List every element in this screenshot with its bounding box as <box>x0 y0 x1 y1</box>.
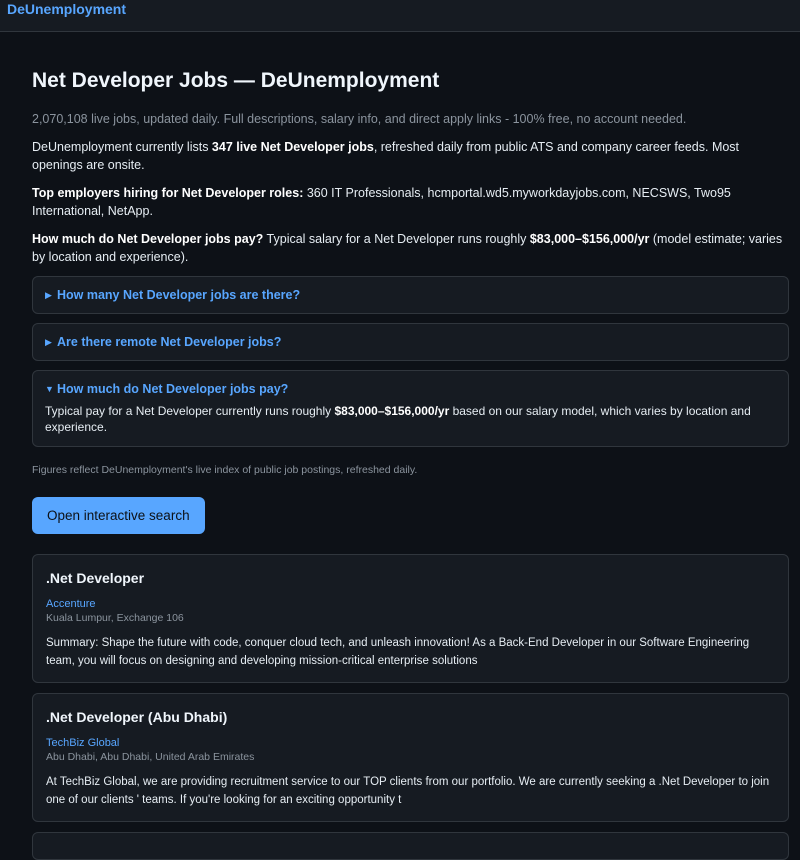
pay-paragraph <box>32 230 789 266</box>
faq-item-remote <box>32 323 789 361</box>
intro-text-pre: DeUnemployment currently lists <box>32 140 212 154</box>
faq-question-remote[interactable] <box>45 324 776 360</box>
job-company-link[interactable]: Accenture <box>46 598 96 610</box>
caret-right-icon: ▶ <box>45 336 52 347</box>
faq-answer-post: based on our salary model, which varies by location and experience. <box>45 404 751 434</box>
faq-answer-range: $83,000–$156,000/yr <box>334 404 450 418</box>
job-card[interactable] <box>32 693 789 822</box>
job-company-link[interactable]: TechBiz Global <box>46 737 120 749</box>
job-card[interactable] <box>32 554 789 683</box>
job-title[interactable]: .Net Developer (Abu Dhabi) <box>46 709 228 725</box>
pay-range: $83,000–$156,000/yr <box>529 232 650 246</box>
job-title[interactable]: .Net Developer <box>46 570 145 586</box>
intro-paragraph <box>32 138 789 174</box>
faq-question-pay[interactable] <box>45 371 776 407</box>
top-bar <box>0 0 800 32</box>
job-card[interactable] <box>32 832 789 860</box>
faq-answer-pay <box>45 403 776 446</box>
data-footnote: Figures reflect DeUnemployment's live index of public job postings, refreshed daily. <box>32 464 418 476</box>
brand-link[interactable]: DeUnemployment <box>7 0 127 17</box>
open-search-button[interactable]: Open interactive search <box>32 497 205 534</box>
faq-question-label: How much do Net Developer jobs pay? <box>57 382 289 396</box>
employers-paragraph <box>32 184 789 220</box>
job-summary: Summary: Shape the future with code, conquer cloud tech, and unleash innovation! As a Back-End Developer in our Software Engineering team, you will focus on designing and developing mission-critical enterprise solutions <box>46 637 750 667</box>
page-subtitle: 2,070,108 live jobs, updated daily. Full descriptions, salary info, and direct apply links - 100% free, no account needed. <box>32 112 687 126</box>
employers-heading: Top employers hiring for Net Developer roles: <box>32 186 304 200</box>
employers-list: 360 IT Professionals, hcmportal.wd5.myworkdayjobs.com, NECSWS, Two95 International, NetApp. <box>32 186 731 218</box>
intro-text-post: , refreshed daily from public ATS and company career feeds. Most openings are onsite. <box>32 140 740 172</box>
main-content <box>32 32 789 860</box>
faq-question-label: Are there remote Net Developer jobs? <box>57 335 282 349</box>
caret-right-icon: ▶ <box>45 289 52 300</box>
pay-heading: How much do Net Developer jobs pay? <box>32 232 264 246</box>
faq-question-job-count[interactable] <box>45 277 776 313</box>
job-location: Kuala Lumpur, Exchange 106 <box>46 612 184 624</box>
page-title: Net Developer Jobs — DeUnemployment <box>32 69 440 92</box>
pay-text-post: (model estimate; varies by location and experience). <box>32 232 783 264</box>
job-summary: At TechBiz Global, we are providing recruitment service to our TOP clients from our portfolio. We are currently seeking a .Net Developer to join one of our clients ' teams. If you're looking for an exciting opportunity t <box>46 776 770 806</box>
intro-job-count: 347 live Net Developer jobs <box>211 140 374 154</box>
job-location: Abu Dhabi, Abu Dhabi, United Arab Emirates <box>46 751 255 763</box>
faq-item-pay <box>32 370 789 447</box>
caret-down-icon: ▼ <box>45 384 54 394</box>
faq-question-label: How many Net Developer jobs are there? <box>57 288 301 302</box>
pay-text-pre: Typical salary for a Net Developer runs roughly <box>263 232 530 246</box>
faq-answer-pre: Typical pay for a Net Developer currently runs roughly <box>45 404 335 418</box>
faq-item-job-count <box>32 276 789 314</box>
